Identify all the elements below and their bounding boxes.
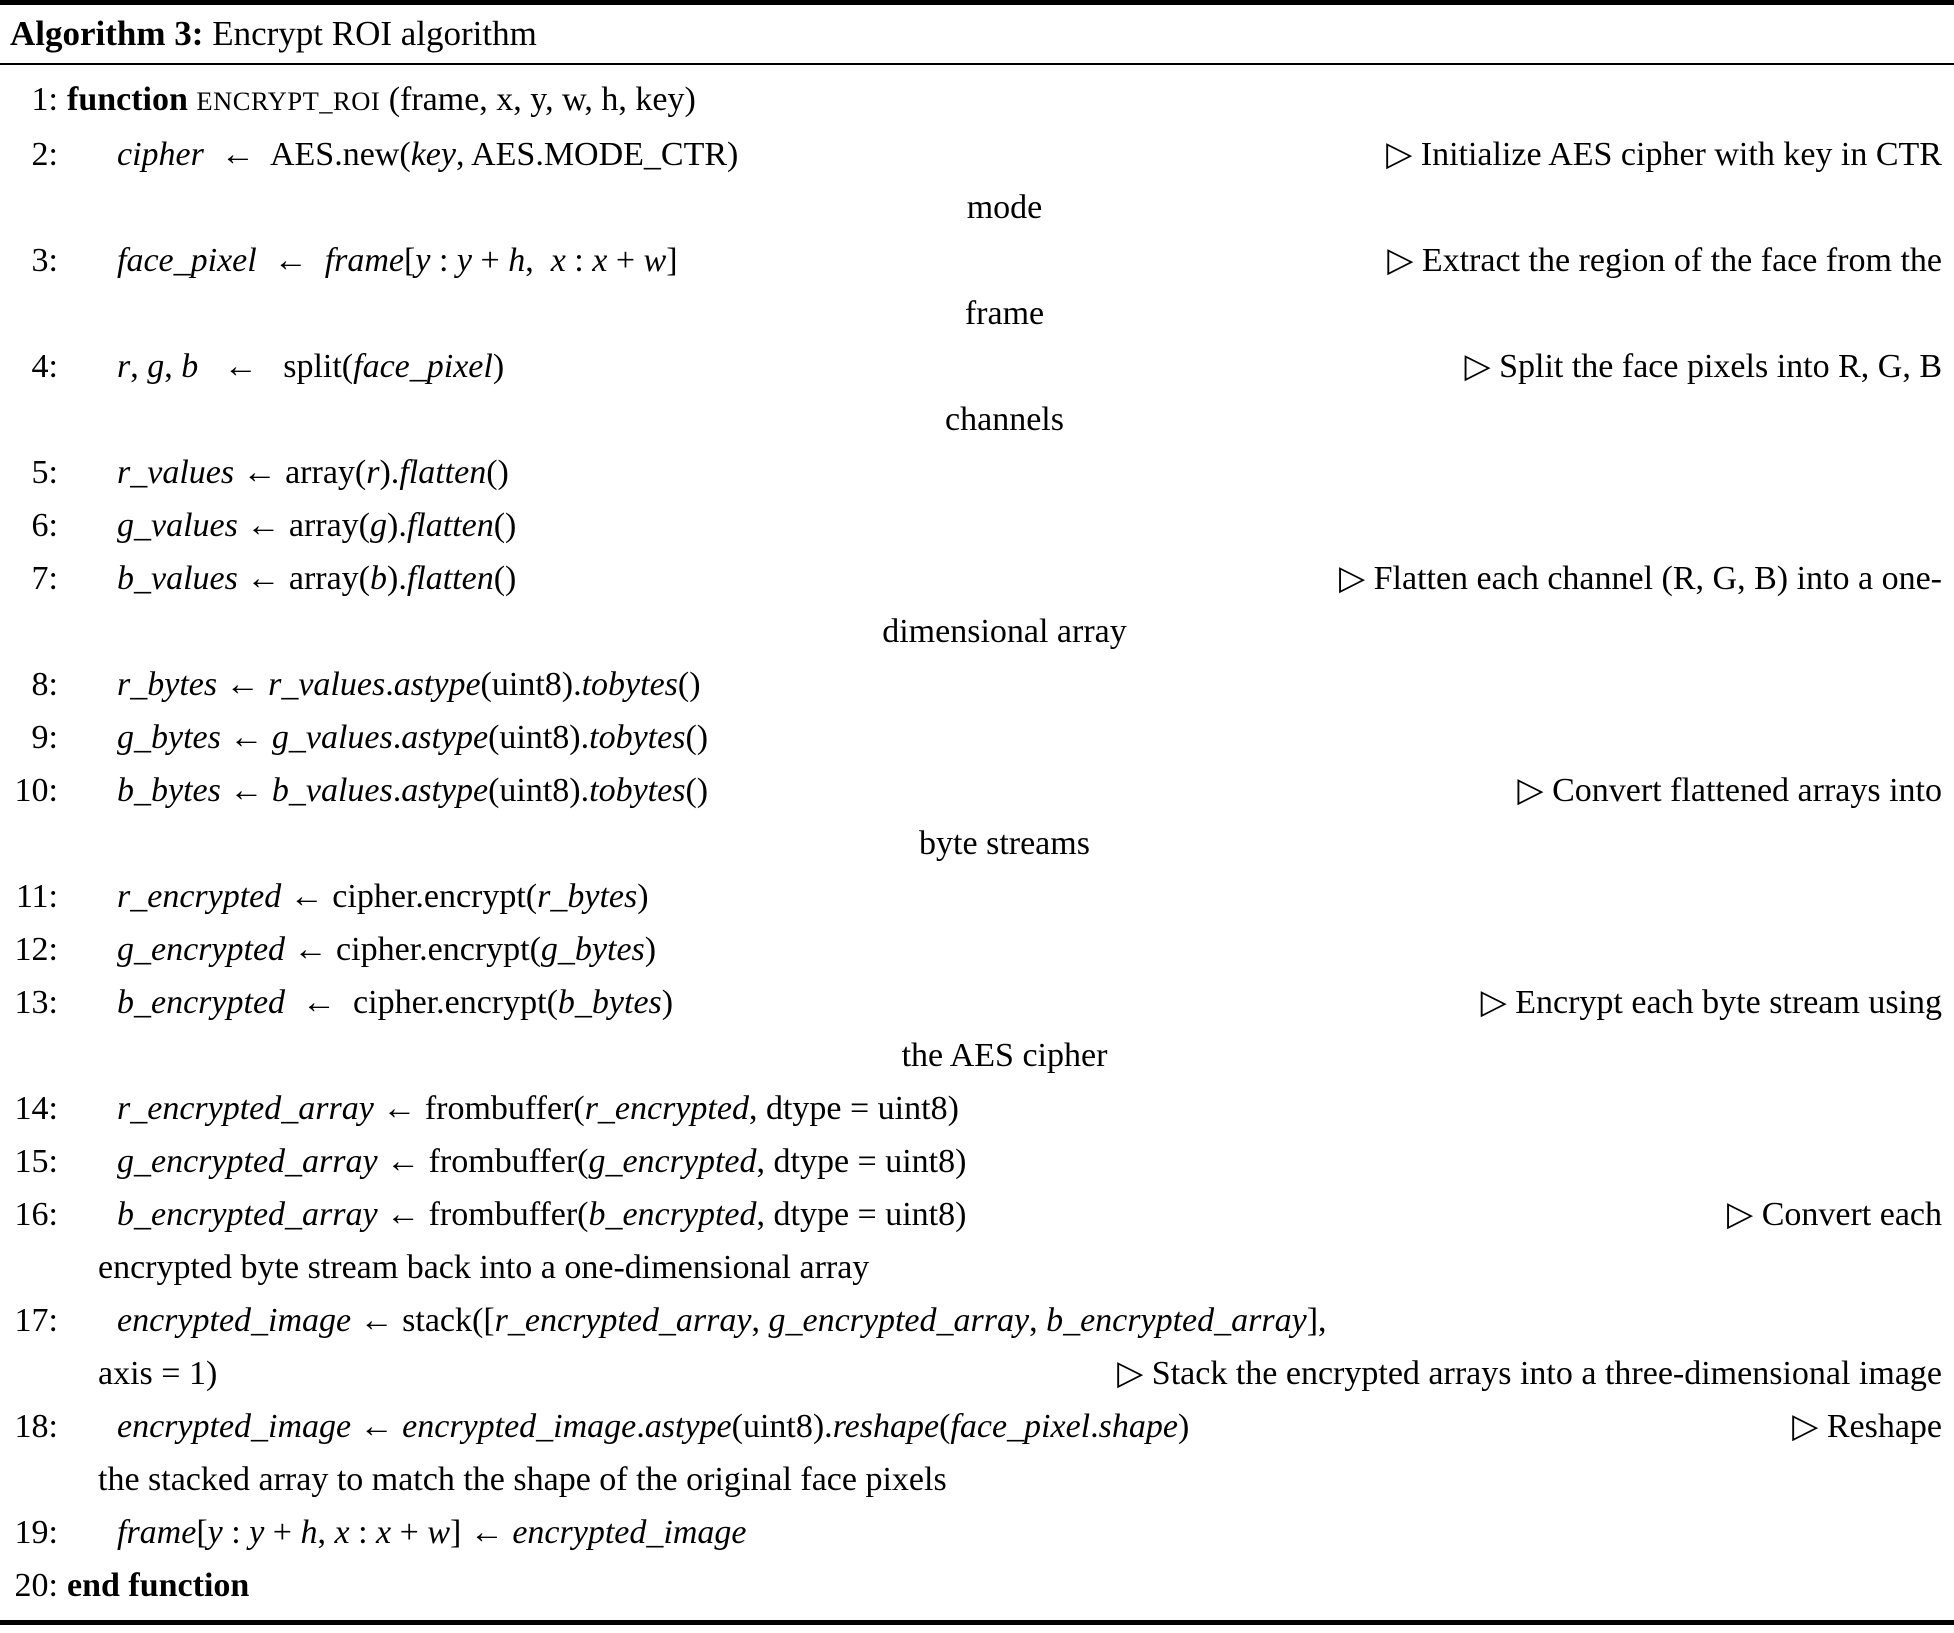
algorithm-line-row (10, 181, 1942, 234)
comment-triangle-icon: ▷ (1727, 1196, 1754, 1233)
comment-triangle-icon: ▷ (1464, 348, 1491, 385)
code-segment: (uint8). (480, 666, 582, 703)
comment-triangle-icon: ▷ (1517, 772, 1544, 809)
code-text (67, 340, 504, 393)
variable: y (456, 242, 472, 279)
code-segment: . (636, 1408, 645, 1445)
code-segment: () (486, 454, 509, 491)
code-segment: [ (196, 1514, 208, 1551)
variable: g_bytes (117, 719, 221, 756)
line-number: 18: (14, 1408, 58, 1445)
algorithm-line-row (10, 340, 1942, 393)
code-text (67, 446, 509, 499)
code-segment: : (349, 1514, 377, 1551)
comment-text: ▷ Convert flattened arrays into (1517, 772, 1942, 809)
line-number: 19: (14, 1514, 58, 1551)
comment-text: ▷ Flatten each channel (R, G, B) into a one- (1338, 560, 1942, 597)
line-number: 4: (31, 348, 58, 385)
variable: g_encrypted (588, 1143, 757, 1180)
code-segment: , dtype = uint8) (748, 1090, 959, 1127)
comment-text: ▷ Initialize AES cipher with key in CTR (1386, 136, 1942, 173)
code-segment: ← frombuffer( (377, 1143, 589, 1180)
code-segment: () (493, 507, 517, 544)
algorithm-line-row (10, 1188, 1942, 1241)
algorithm-line-row (10, 1029, 1942, 1082)
code-segment: + (391, 1514, 428, 1551)
comment-text: ▷ Stack the encrypted arrays into a three-dimensional image (1117, 1355, 1942, 1392)
code-segment: ← AES.new( (203, 136, 411, 173)
variable: g (147, 348, 165, 385)
comment-continuation: the AES cipher (901, 1037, 1108, 1074)
variable: cipher (117, 136, 204, 173)
variable: y (249, 1514, 265, 1551)
variable: x (592, 242, 608, 279)
code-segment: ). (379, 454, 400, 491)
line-number: 7: (31, 560, 58, 597)
variable: w (427, 1514, 450, 1551)
code-text (67, 128, 738, 181)
variable: y (207, 1514, 223, 1551)
code-text (67, 1082, 959, 1135)
algorithm-line-row (10, 287, 1942, 340)
variable: face_pixel (117, 242, 257, 279)
variable: astype (644, 1408, 732, 1445)
line-number: 5: (31, 454, 58, 491)
comment-continuation: byte streams (919, 825, 1090, 862)
code-segment: , (164, 348, 182, 385)
variable: b_values (271, 772, 393, 809)
variable: b_encrypted (117, 984, 286, 1021)
variable: frame (324, 242, 405, 279)
keyword: function (67, 81, 197, 118)
code-segment: , dtype = uint8) (756, 1196, 967, 1233)
variable: g_encrypted (117, 931, 286, 968)
variable: frame (117, 1514, 197, 1551)
line-number: 20: (14, 1567, 58, 1604)
variable: r_encrypted_array (117, 1090, 374, 1127)
code-segment: ). (387, 560, 407, 597)
algorithm-line-row (10, 1347, 1942, 1400)
keyword: end function (67, 1567, 250, 1604)
algorithm-line-row (10, 73, 1942, 128)
code-segment: ← array( (237, 560, 371, 597)
code-text (67, 1294, 1327, 1347)
code-segment: , (751, 1302, 769, 1339)
variable: encrypted_image (117, 1408, 352, 1445)
code-segment: + (264, 1514, 301, 1551)
variable: shape (1098, 1408, 1178, 1445)
variable: g_values (271, 719, 393, 756)
line-number: 15: (14, 1143, 58, 1180)
variable: b (370, 560, 388, 597)
code-segment: : (430, 242, 457, 279)
code-segment: . (1090, 1408, 1099, 1445)
bottom-rule (0, 1620, 1954, 1625)
variable: b_bytes (117, 772, 221, 809)
line-number: 10: (14, 772, 58, 809)
code-segment: + (607, 242, 644, 279)
variable: astype (401, 772, 489, 809)
code-segment: (frame, x, y, w, h, key) (380, 81, 696, 118)
line-number: 6: (31, 507, 58, 544)
variable: encrypted_image (117, 1302, 352, 1339)
code-segment: , (525, 242, 551, 279)
code-segment: ← frombuffer( (377, 1196, 589, 1233)
code-segment: [ (404, 242, 416, 279)
code-segment: ) (644, 931, 657, 968)
algorithm-line-row (10, 552, 1942, 605)
code-segment: (uint8). (731, 1408, 833, 1445)
algorithm-line-row (10, 764, 1942, 817)
variable: r_values (268, 666, 386, 703)
variable: b_bytes (557, 984, 662, 1021)
variable: b (181, 348, 199, 385)
comment-continuation: frame (964, 295, 1045, 332)
variable: g_encrypted_array (117, 1143, 378, 1180)
variable: x (334, 1514, 350, 1551)
code-segment: ). (387, 507, 407, 544)
algorithm-line-row (10, 605, 1942, 658)
variable: r (117, 348, 131, 385)
code-text (67, 870, 649, 923)
code-segment: ← array( (237, 507, 371, 544)
code-segment: , (1029, 1302, 1047, 1339)
algorithm-header (0, 5, 1954, 63)
comment-continuation: channels (945, 401, 1064, 438)
line-number: 1: (31, 81, 58, 118)
variable: reshape (832, 1408, 940, 1445)
variable: y (415, 242, 431, 279)
algorithm-line-row (10, 446, 1942, 499)
code-segment: ] (666, 242, 678, 279)
comment-continuation: dimensional array (882, 613, 1127, 650)
algorithm-line-row (10, 1453, 1942, 1506)
variable: flatten (399, 454, 487, 491)
variable: x (376, 1514, 392, 1551)
algorithm-line-row (10, 393, 1942, 446)
code-segment: ← stack([ (351, 1302, 495, 1339)
line-number: 2: (31, 136, 58, 173)
variable: r (366, 454, 380, 491)
algorithm-title: Encrypt ROI algorithm (212, 14, 537, 53)
algorithm-line-row (10, 870, 1942, 923)
variable: face_pixel (950, 1408, 1091, 1445)
code-segment: , (317, 1514, 335, 1551)
variable: g_encrypted_array (768, 1302, 1030, 1339)
code-segment: ) (661, 984, 674, 1021)
algorithm-line-row (10, 234, 1942, 287)
algorithm-line-row (10, 1082, 1942, 1135)
code-segment: . (392, 719, 402, 756)
code-segment: ← frombuffer( (373, 1090, 585, 1127)
algorithm-line-row (10, 1294, 1942, 1347)
comment-triangle-icon: ▷ (1338, 560, 1366, 597)
variable: key (410, 136, 456, 173)
code-text (67, 1135, 966, 1188)
algorithm-line-row (10, 1241, 1942, 1294)
line-number: 16: (14, 1196, 58, 1233)
code-segment: ← (217, 666, 269, 703)
algorithm-line-row (10, 1506, 1942, 1559)
comment-text: ▷ Extract the region of the face from the (1387, 242, 1942, 279)
continuation-text: axis = 1) (98, 1355, 218, 1392)
code-segment: ← split( (198, 348, 354, 385)
comment-triangle-icon: ▷ (1117, 1355, 1144, 1392)
variable: encrypted_image (402, 1408, 637, 1445)
code-segment: ) (492, 348, 505, 385)
line-number: 8: (31, 666, 58, 703)
code-segment: () (685, 772, 709, 809)
code-text (67, 1559, 249, 1612)
variable: tobytes (581, 666, 678, 703)
code-segment: ← (351, 1408, 403, 1445)
variable: r_encrypted (584, 1090, 749, 1127)
algorithm-label: Algorithm 3: (10, 14, 204, 53)
variable: g (370, 507, 388, 544)
variable: r_bytes (117, 666, 218, 703)
code-text (67, 499, 516, 552)
variable: flatten (406, 507, 494, 544)
code-segment: . (392, 772, 402, 809)
comment-triangle-icon: ▷ (1387, 242, 1414, 279)
variable: astype (393, 666, 481, 703)
code-segment: + (472, 242, 509, 279)
algorithm-line-row (10, 923, 1942, 976)
comment-text: ▷ Reshape (1792, 1408, 1942, 1445)
code-segment: (uint8). (488, 772, 590, 809)
variable: tobytes (589, 719, 686, 756)
variable: g_values (117, 507, 238, 544)
code-segment: ] ← (450, 1514, 513, 1551)
code-segment: ← (220, 772, 272, 809)
comment-text: ▷ Split the face pixels into R, G, B (1464, 348, 1942, 385)
variable: face_pixel (353, 348, 493, 385)
variable: b_encrypted_array (1046, 1302, 1307, 1339)
code-segment: , AES.MODE_CTR) (455, 136, 739, 173)
comment-text: ▷ Encrypt each byte stream using (1480, 984, 1942, 1021)
code-text (67, 976, 673, 1029)
algorithm-line-row (10, 1559, 1942, 1612)
variable: r_encrypted (117, 878, 282, 915)
comment-triangle-icon: ▷ (1386, 136, 1413, 173)
variable: encrypted_image (512, 1514, 747, 1551)
code-segment: ) (637, 878, 649, 915)
code-text (67, 764, 708, 817)
code-text (67, 73, 696, 128)
code-text (67, 1188, 966, 1241)
continuation-text: encrypted byte stream back into a one-dimensional array (98, 1249, 870, 1286)
line-number: 3: (31, 242, 58, 279)
function-name: ENCRYPT_ROI (196, 86, 381, 116)
algorithm-line-row (10, 817, 1942, 870)
code-text (67, 234, 678, 287)
code-segment: ( (939, 1408, 951, 1445)
variable: b_values (117, 560, 238, 597)
algorithm-line-row (10, 1135, 1942, 1188)
code-text (67, 1400, 1189, 1453)
code-segment: (uint8). (488, 719, 590, 756)
code-segment: ← (256, 242, 325, 279)
line-number: 13: (14, 984, 58, 1021)
code-segment: () (677, 666, 701, 703)
variable: g_bytes (540, 931, 645, 968)
code-text (67, 552, 516, 605)
code-segment: ← (220, 719, 272, 756)
code-segment: , (130, 348, 148, 385)
line-number: 11: (15, 878, 58, 915)
code-segment: () (493, 560, 517, 597)
variable: b_encrypted (588, 1196, 757, 1233)
code-segment: ← array( (234, 454, 367, 491)
code-segment: ) (1177, 1408, 1190, 1445)
code-segment: ], (1306, 1302, 1327, 1339)
line-number: 17: (14, 1302, 58, 1339)
algorithm-line-row (10, 976, 1942, 1029)
code-text (67, 711, 708, 764)
variable: r_bytes (537, 878, 638, 915)
algorithm-line-row (10, 1400, 1942, 1453)
algorithm-body (0, 65, 1954, 1620)
code-segment: : (565, 242, 593, 279)
code-segment: : (222, 1514, 250, 1551)
continuation-text: the stacked array to match the shape of the original face pixels (98, 1461, 947, 1498)
code-text (67, 658, 701, 711)
algorithm-line-row (10, 658, 1942, 711)
comment-triangle-icon: ▷ (1480, 984, 1507, 1021)
variable: h (300, 1514, 318, 1551)
comment-triangle-icon: ▷ (1792, 1408, 1819, 1445)
variable: x (550, 242, 566, 279)
comment-continuation: mode (966, 189, 1043, 226)
variable: w (643, 242, 667, 279)
code-segment: ← cipher.encrypt( (281, 878, 538, 915)
variable: b_encrypted_array (117, 1196, 378, 1233)
variable: h (508, 242, 526, 279)
variable: astype (401, 719, 489, 756)
variable: r_encrypted_array (494, 1302, 752, 1339)
line-number: 9: (31, 719, 58, 756)
comment-text: ▷ Convert each (1727, 1196, 1942, 1233)
code-text (67, 923, 656, 976)
code-segment: () (685, 719, 709, 756)
variable: flatten (406, 560, 494, 597)
line-number: 12: (14, 931, 58, 968)
algorithm-line-row (10, 128, 1942, 181)
code-segment: . (385, 666, 394, 703)
code-segment: ← cipher.encrypt( (285, 931, 541, 968)
variable: tobytes (589, 772, 686, 809)
code-text (67, 1506, 746, 1559)
line-number: 14: (14, 1090, 58, 1127)
algorithm-line-row (10, 499, 1942, 552)
algorithm-line-row (10, 711, 1942, 764)
variable: r_values (117, 454, 235, 491)
code-segment: ← cipher.encrypt( (285, 984, 558, 1021)
code-segment: , dtype = uint8) (756, 1143, 967, 1180)
